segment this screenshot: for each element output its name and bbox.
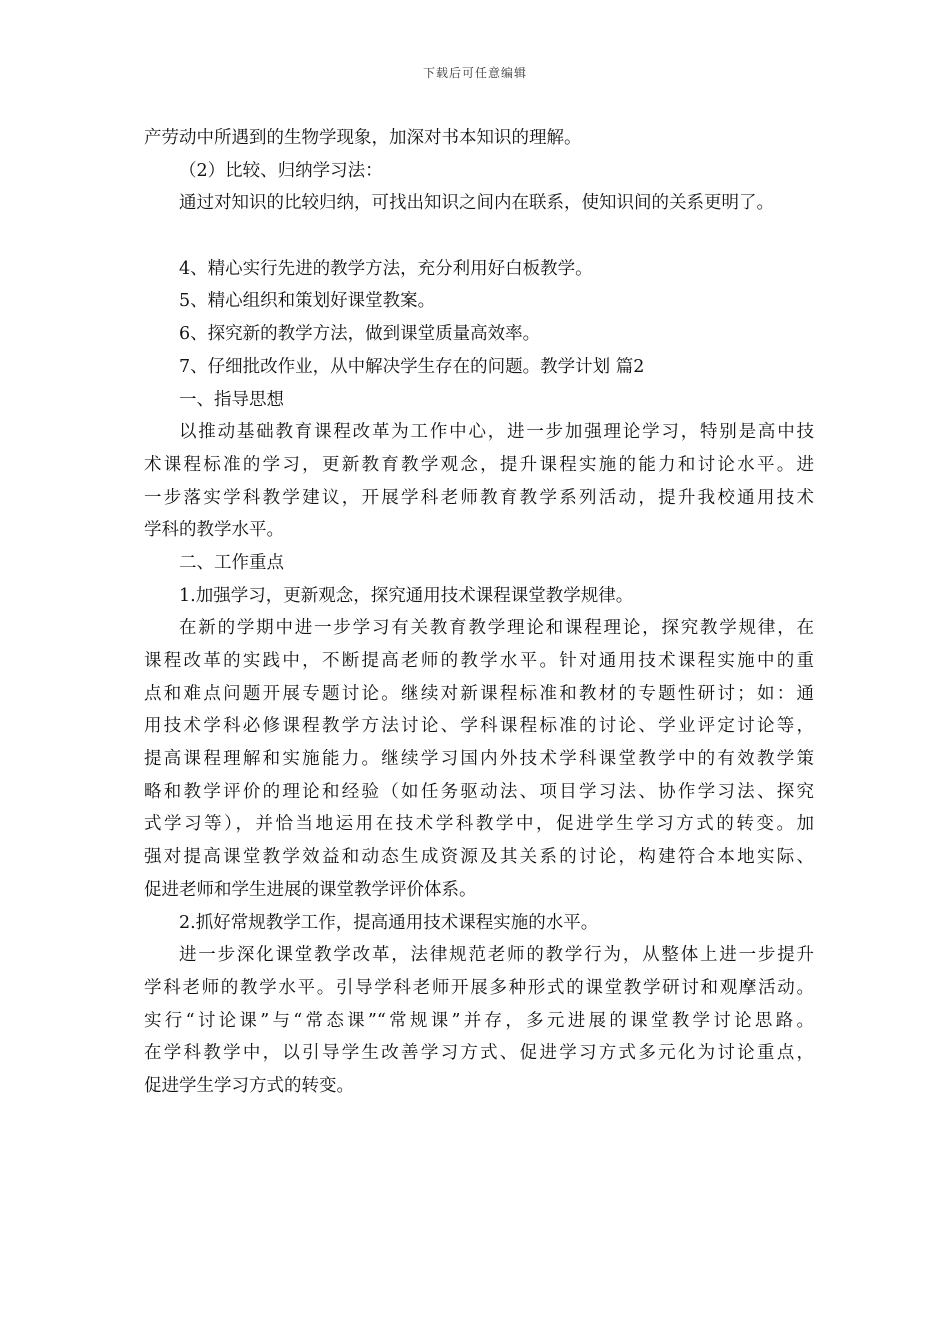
text-line: 略和教学评价的理论和经验（如任务驱动法、项目学习法、协作学习法、探究 (144, 781, 814, 802)
text-line: 点和难点问题开展专题讨论。继续对新课程标准和教材的专题性研讨；如：通 (144, 683, 814, 704)
text-line: 7、仔细批改作业，从中解决学生存在的问题。教学计划 篇2 (179, 356, 645, 377)
text-line: 式学习等），并恰当地运用在技术学科教学中，促进学生学习方式的转变。加 (144, 814, 814, 835)
text-line: 5、精心组织和策划好课堂教案。 (179, 291, 436, 312)
text-line: （2）比较、归纳学习法： (179, 160, 383, 181)
text-line: 强对提高课堂教学效益和动态生成资源及其关系的讨论，构建符合本地实际、 (144, 847, 814, 868)
text-line: 产劳动中所遇到的生物学现象，加深对书本知识的理解。 (144, 128, 582, 148)
document-body (144, 122, 814, 1103)
text-line: 6、探究新的教学方法，做到课堂质量高效率。 (179, 324, 541, 345)
text-line: 促进学生学习方式的转变。 (144, 1075, 354, 1096)
text-line: 提高课程理解和实施能力。继续学习国内外技术学科课堂教学中的有效教学策 (144, 749, 814, 770)
text-line: 2.抓好常规教学工作，提高通用技术课程实施的水平。 (179, 912, 599, 933)
text-line: 以推动基础教育课程改革为工作中心，进一步加强理论学习，特别是高中技 (179, 422, 814, 443)
section-heading: 二、工作重点 (179, 552, 284, 573)
text-line: 1.加强学习，更新观念，探究通用技术课程课堂教学规律。 (179, 585, 634, 606)
blank-line (144, 220, 814, 253)
text-line: 一步落实学科教学建议，开展学科老师教育教学系列活动，提升我校通用技术 (144, 487, 814, 508)
text-line: 实行“讨论课”与“常态课”“常规课”并存，多元进展的课堂教学讨论思路。 (144, 1010, 814, 1031)
text-line: 4、精心实行先进的教学方法，充分利用好白板教学。 (179, 258, 593, 279)
section-heading: 一、指导思想 (179, 389, 284, 410)
text-line: 术课程标准的学习，更新教育教学观念，提升课程实施的能力和讨论水平。进 (144, 454, 814, 475)
text-line: 学科的教学水平。 (144, 520, 284, 541)
text-line: 进一步深化课堂教学改革，法律规范老师的教学行为，从整体上进一步提升 (179, 945, 814, 966)
text-line: 在学科教学中，以引导学生改善学习方式、促进学习方式多元化为讨论重点， (144, 1043, 814, 1064)
page-header: 下载后可任意编辑 (422, 66, 527, 80)
text-line: 通过对知识的比较归纳，可找出知识之间内在联系，使知识间的关系更明了。 (179, 193, 774, 214)
text-line: 在新的学期中进一步学习有关教育教学理论和课程理论，探究教学规律，在 (179, 618, 814, 639)
text-line: 课程改革的实践中，不断提高老师的教学水平。针对通用技术课程实施中的重 (144, 651, 814, 671)
text-line: 促进老师和学生进展的课堂教学评价体系。 (144, 879, 477, 900)
text-line: 学科老师的教学水平。引导学科老师开展多种形式的课堂教学研讨和观摩活动。 (144, 977, 814, 998)
text-line: 用技术学科必修课程教学方法讨论、学科课程标准的讨论、学业评定讨论等， (144, 716, 814, 737)
